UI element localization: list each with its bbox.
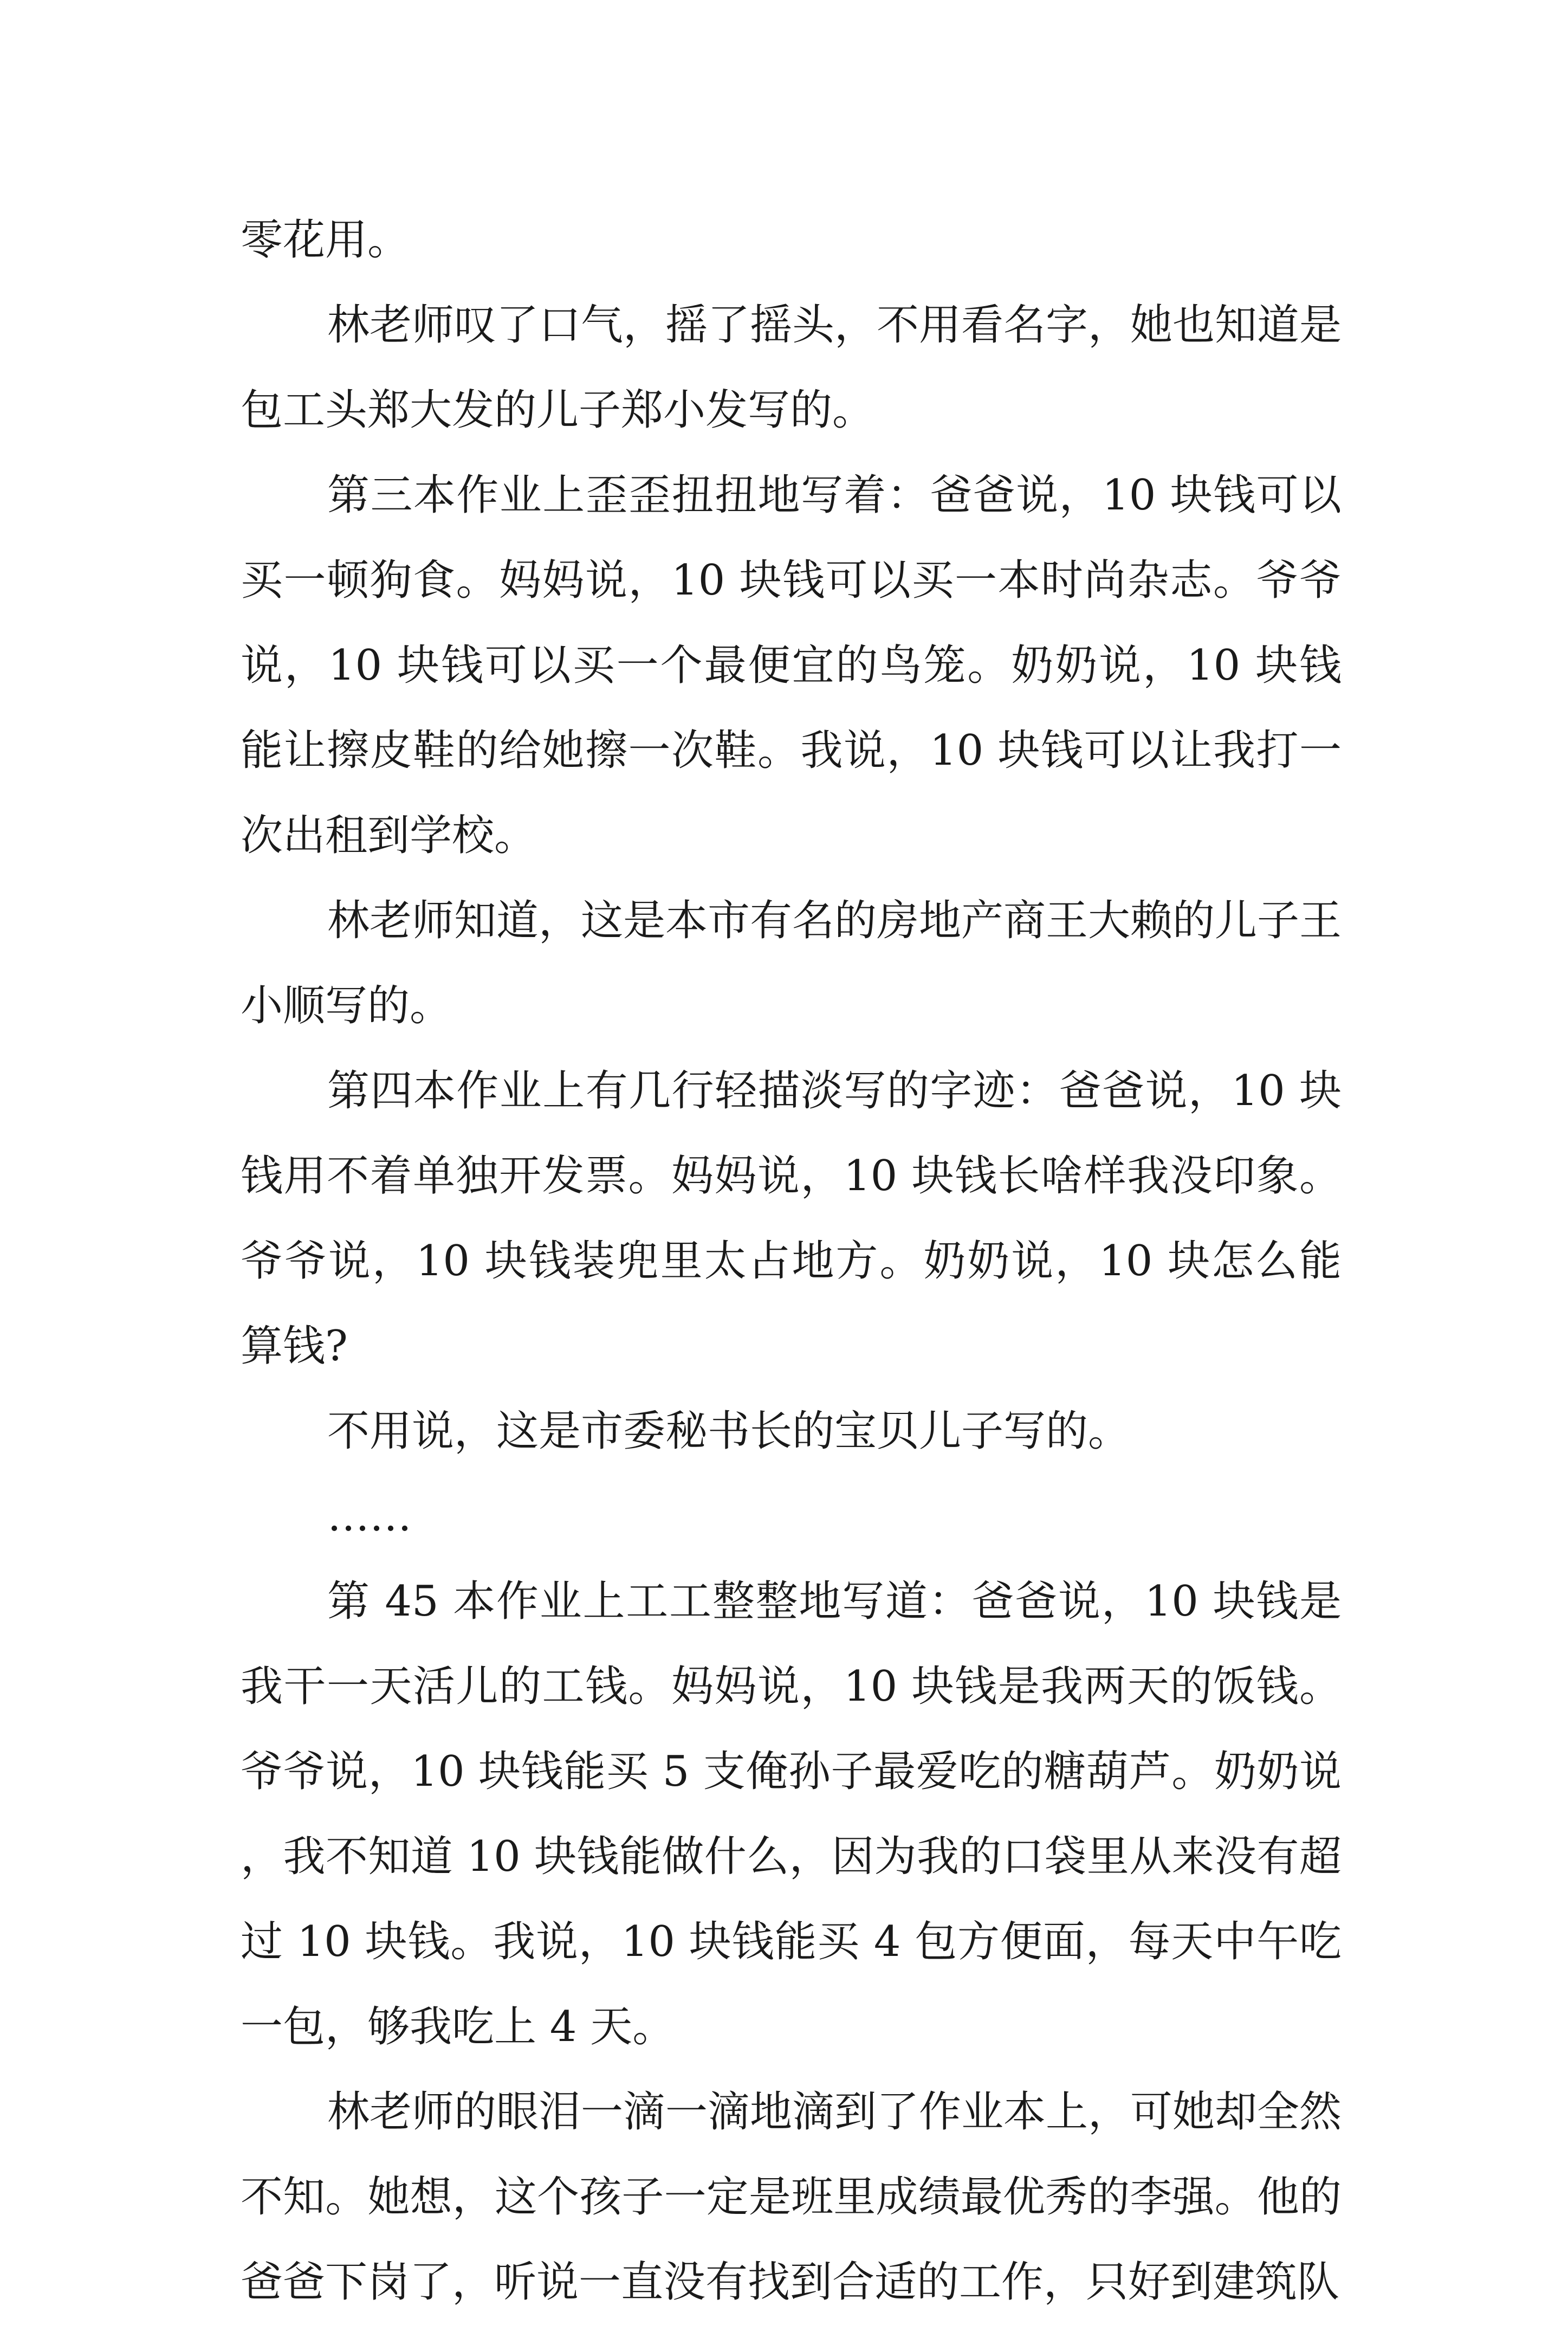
paragraph-2: 林老师叹了口气，摇了摇头，不用看名字，她也知道是包工头郑大发的儿子郑小发写的。 [241, 301, 1342, 435]
ellipsis-line: …… [327, 1492, 412, 1541]
paragraph-6: 不用说，这是市委秘书长的宝贝儿子写的。 [327, 1407, 1131, 1456]
paragraph-5: 第四本作业上有几行轻描淡写的字迹：爸爸说，10 块钱用不着单独开发票。妈妈说，10 块钱长啥样我没印象。爷爷说，10 块钱装兜里太占地方。奶奶说，10 块怎么能算钱? [241, 1067, 1342, 1371]
paragraph-4: 林老师知道，这是本市有名的房地产商王大赖的儿子王小顺写的。 [241, 896, 1342, 1030]
paragraph-continuation: 零花用。 [241, 216, 410, 264]
paragraph-3: 第三本作业上歪歪扭扭地写着：爸爸说，10 块钱可以买一顿狗食。妈妈说，10 块钱可以买一本时尚杂志。爷爷说，10 块钱可以买一个最便宜的鸟笼。奶奶说，10 块钱能让擦皮鞋的给她擦一次鞋。我说，10 块钱可以让我打一次出租到学校。 [241, 471, 1342, 860]
paragraph-8: 第 45 本作业上工工整整地写道：爸爸说，10 块钱是我干一天活儿的工钱。妈妈说，10 块钱是我两天的饭钱。爷爷说，10 块钱能买 5 支俺孙子最爱吃的糖葫芦。奶奶说，我不知道 10 块钱能做什么，因为我的口袋里从来没有超过 10 块钱。我说，10 块钱能买 4 包方便面，每天中午吃一包，够我吃上 4 天。 [241, 1577, 1342, 2051]
paragraph-9: 林老师的眼泪一滴一滴地滴到了作业本上，可她却全然不知。她想，这个孩子一定是班里成绩最优秀的李强。他的爸爸下岗了，听说一直没有找到合适的工作，只好到建筑队 [241, 2088, 1342, 2307]
body-text [241, 198, 1342, 2325]
